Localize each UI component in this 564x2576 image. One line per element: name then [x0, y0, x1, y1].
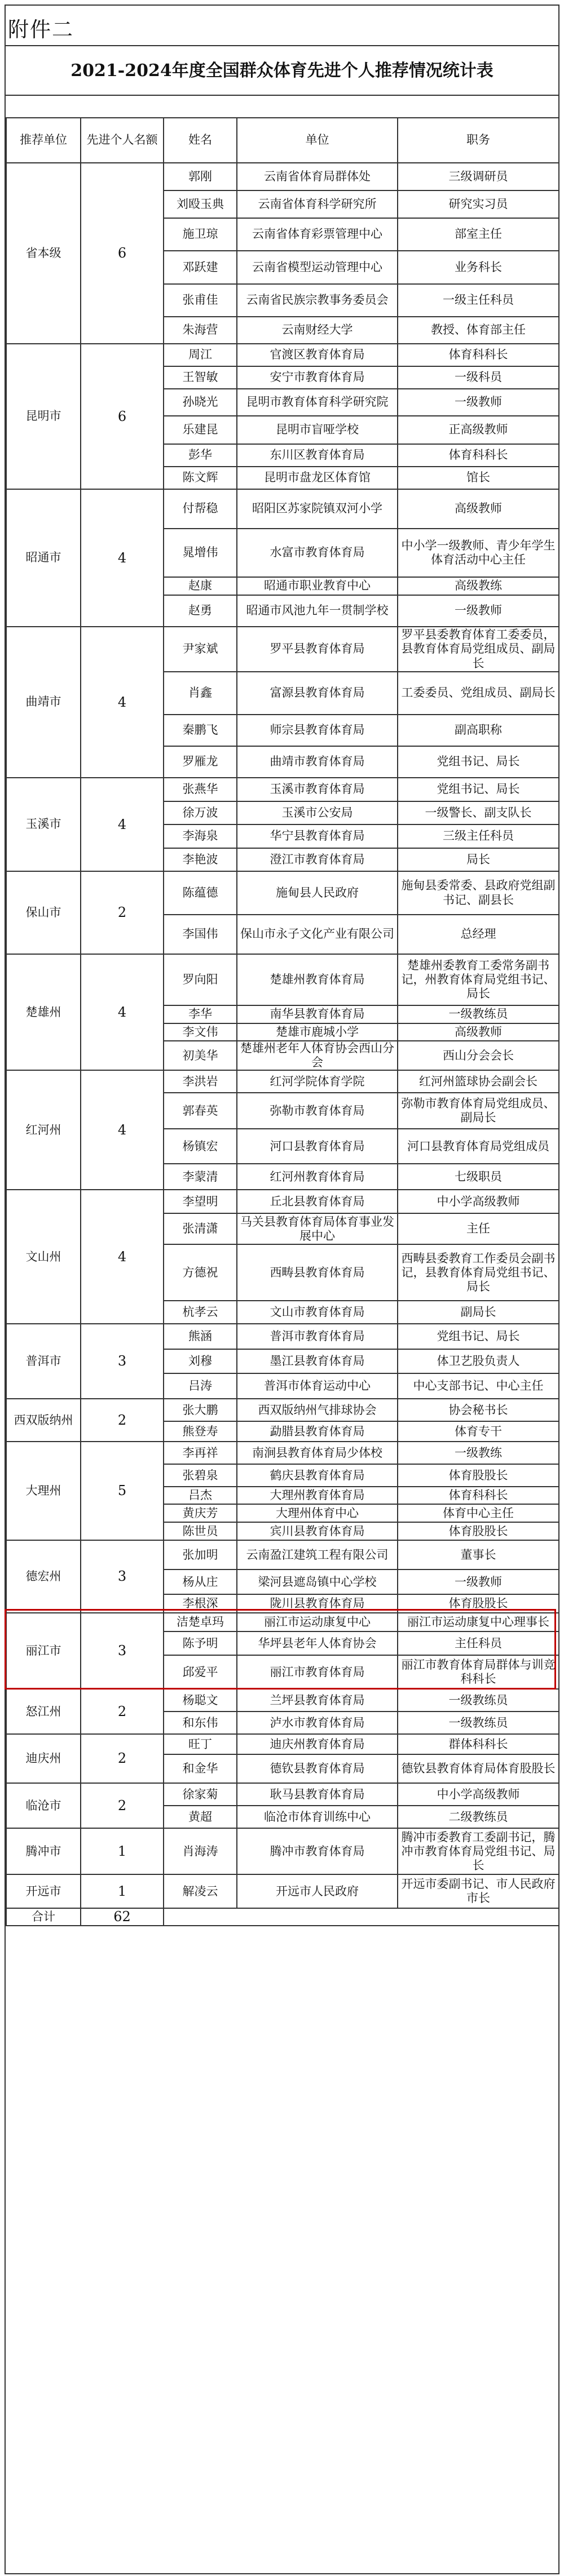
count-cell: 4	[81, 1190, 164, 1324]
org-cell: 红河学院体育学院	[237, 1070, 398, 1093]
table-row	[6, 1324, 559, 1349]
org-cell: 文山市教育体育局	[237, 1301, 398, 1324]
count-cell: 4	[81, 954, 164, 1070]
count-cell: 2	[81, 871, 164, 954]
total-empty-cell	[164, 1908, 559, 1926]
org-cell: 德钦县教育体育局	[237, 1754, 398, 1783]
position-cell: 体育专干	[398, 1421, 559, 1442]
attachment-label: 附件二	[8, 17, 74, 42]
name-cell: 李再祥	[164, 1442, 237, 1464]
org-cell: 红河州教育体育局	[237, 1164, 398, 1190]
org-cell: 开远市人民政府	[237, 1874, 398, 1908]
table-row	[6, 1734, 559, 1754]
name-cell: 付帮稳	[164, 489, 237, 529]
name-cell: 施卫琼	[164, 218, 237, 251]
org-cell: 昆明市教育体育科学研究院	[237, 389, 398, 416]
org-cell: 华坪县老年人体育协会	[237, 1631, 398, 1655]
position-cell: 一级教师	[398, 389, 559, 416]
table-row	[6, 1874, 559, 1908]
name-cell: 李蒙清	[164, 1164, 237, 1190]
unit-cell: 楚雄州	[6, 954, 81, 1070]
org-cell: 普洱市教育体育局	[237, 1324, 398, 1349]
position-cell: 工委委员、党组成员、副局长	[398, 672, 559, 715]
name-cell: 张清潇	[164, 1213, 237, 1244]
position-cell: 馆长	[398, 467, 559, 489]
name-cell: 赵康	[164, 577, 237, 595]
org-cell: 西畴县教育体育局	[237, 1244, 398, 1301]
org-cell: 云南省体育局群体处	[237, 163, 398, 190]
org-cell: 西双版纳州气排球协会	[237, 1399, 398, 1421]
name-cell: 黄超	[164, 1806, 237, 1828]
name-cell: 肖鑫	[164, 672, 237, 715]
name-cell: 邓跃建	[164, 251, 237, 284]
position-cell: 业务科长	[398, 251, 559, 284]
table-row	[6, 1442, 559, 1464]
position-cell: 丽江市运动康复中心理事长	[398, 1613, 559, 1631]
name-cell: 熊涵	[164, 1324, 237, 1349]
position-cell: 中心支部书记、中心主任	[398, 1373, 559, 1399]
position-cell: 体育中心主任	[398, 1504, 559, 1522]
org-cell: 云南省模型运动管理中心	[237, 251, 398, 284]
table-row	[6, 1540, 559, 1569]
org-cell: 澄江市教育体育局	[237, 848, 398, 871]
name-cell: 张加明	[164, 1540, 237, 1569]
unit-cell: 曲靖市	[6, 627, 81, 778]
name-cell: 陈予明	[164, 1631, 237, 1655]
position-cell: 体卫艺股负责人	[398, 1349, 559, 1373]
name-cell: 刘穆	[164, 1349, 237, 1373]
name-cell: 李文伟	[164, 1023, 237, 1041]
position-cell: 党组书记、局长	[398, 778, 559, 801]
org-cell: 云南财经大学	[237, 317, 398, 344]
position-cell: 研究实习员	[398, 190, 559, 218]
position-cell: 体育股股长	[398, 1464, 559, 1487]
org-cell: 曲靖市教育体育局	[237, 746, 398, 778]
org-cell: 安宁市教育体育局	[237, 366, 398, 389]
org-cell: 梁河县遮岛镇中心学校	[237, 1569, 398, 1594]
position-cell: 中小学一级教师、青少年学生体育活动中心主任	[398, 529, 559, 577]
name-cell: 张大鹏	[164, 1399, 237, 1421]
name-cell: 孙晓光	[164, 389, 237, 416]
unit-cell: 腾冲市	[6, 1828, 81, 1874]
unit-cell: 保山市	[6, 871, 81, 954]
table-row	[6, 1783, 559, 1806]
unit-cell: 普洱市	[6, 1324, 81, 1399]
name-cell: 晁增伟	[164, 529, 237, 577]
position-cell: 群体科科长	[398, 1734, 559, 1754]
header-count: 先进个人名额	[81, 118, 164, 163]
header-unit: 推荐单位	[6, 118, 81, 163]
table-row	[6, 1613, 559, 1631]
count-cell: 2	[81, 1734, 164, 1783]
org-cell: 昭通市风池九年一贯制学校	[237, 595, 398, 627]
org-cell: 官渡区教育体育局	[237, 344, 398, 366]
position-cell: 总经理	[398, 915, 559, 954]
position-cell: 高级教练	[398, 577, 559, 595]
name-cell: 杭孝云	[164, 1301, 237, 1324]
count-cell: 3	[81, 1540, 164, 1613]
table-row	[6, 1828, 559, 1874]
org-cell: 玉溪市公安局	[237, 801, 398, 824]
org-cell: 宾川县教育体育局	[237, 1522, 398, 1540]
unit-cell: 昭通市	[6, 489, 81, 627]
table-row	[6, 1190, 559, 1213]
org-cell: 师宗县教育体育局	[237, 715, 398, 746]
name-cell: 罗向阳	[164, 954, 237, 1005]
unit-cell: 省本级	[6, 163, 81, 344]
count-cell: 6	[81, 163, 164, 344]
position-cell: 西山分会会长	[398, 1041, 559, 1070]
name-cell: 陈蕴德	[164, 871, 237, 915]
name-cell: 陈文辉	[164, 467, 237, 489]
position-cell: 部室主任	[398, 218, 559, 251]
name-cell: 洁楚卓玛	[164, 1613, 237, 1631]
org-cell: 弥勒市教育体育局	[237, 1093, 398, 1129]
name-cell: 熊登寿	[164, 1421, 237, 1442]
position-cell: 楚雄州委教育工委常务副书记，州教育体育局党组书记、局长	[398, 954, 559, 1005]
unit-cell: 丽江市	[6, 1613, 81, 1689]
name-cell: 徐万波	[164, 801, 237, 824]
org-cell: 丘北县教育体育局	[237, 1190, 398, 1213]
name-cell: 旺丁	[164, 1734, 237, 1754]
org-cell: 施甸县人民政府	[237, 871, 398, 915]
count-cell: 4	[81, 1070, 164, 1190]
recommendation-table	[6, 117, 559, 1926]
position-cell: 主任	[398, 1213, 559, 1244]
org-cell: 昆明市盲哑学校	[237, 416, 398, 444]
name-cell: 陈世员	[164, 1522, 237, 1540]
position-cell: 董事长	[398, 1540, 559, 1569]
position-cell: 红河州篮球协会副会长	[398, 1070, 559, 1093]
name-cell: 周江	[164, 344, 237, 366]
org-cell: 临沧市体育训练中心	[237, 1806, 398, 1828]
table-row	[6, 489, 559, 529]
unit-cell: 昆明市	[6, 344, 81, 489]
org-cell: 普洱市体育运动中心	[237, 1373, 398, 1399]
position-cell: 教授、体育部主任	[398, 317, 559, 344]
total-label: 合计	[6, 1908, 81, 1926]
position-cell: 中小学高级教师	[398, 1783, 559, 1806]
name-cell: 李根深	[164, 1594, 237, 1613]
unit-cell: 文山州	[6, 1190, 81, 1324]
position-cell: 一级教练员	[398, 1689, 559, 1712]
name-cell: 杨镇宏	[164, 1129, 237, 1164]
name-cell: 解凌云	[164, 1874, 237, 1908]
table-row	[6, 344, 559, 366]
table-row	[6, 1070, 559, 1093]
org-cell: 马关县教育体育局体育事业发展中心	[237, 1213, 398, 1244]
count-cell: 3	[81, 1613, 164, 1689]
name-cell: 张燕华	[164, 778, 237, 801]
unit-cell: 西双版纳州	[6, 1399, 81, 1442]
position-cell: 一级教练员	[398, 1005, 559, 1023]
name-cell: 李洪岩	[164, 1070, 237, 1093]
position-cell: 中小学高级教师	[398, 1190, 559, 1213]
table-row	[6, 954, 559, 1005]
name-cell: 彭华	[164, 444, 237, 467]
count-cell: 2	[81, 1399, 164, 1442]
position-cell: 三级主任科员	[398, 824, 559, 848]
org-cell: 南涧县教育体育局少体校	[237, 1442, 398, 1464]
position-cell: 协会秘书长	[398, 1399, 559, 1421]
unit-cell: 德宏州	[6, 1540, 81, 1613]
name-cell: 初美华	[164, 1041, 237, 1070]
page-title: 2021-2024年度全国群众体育先进个人推荐情况统计表	[70, 61, 493, 81]
header-name: 姓名	[164, 118, 237, 163]
org-cell: 华宁县教育体育局	[237, 824, 398, 848]
org-cell: 泸水市教育体育局	[237, 1712, 398, 1734]
count-cell: 4	[81, 489, 164, 627]
unit-cell: 开远市	[6, 1874, 81, 1908]
unit-cell: 迪庆州	[6, 1734, 81, 1783]
name-cell: 方德祝	[164, 1244, 237, 1301]
position-cell: 腾冲市委教育工委副书记，腾冲市教育体育局党组书记、局长	[398, 1828, 559, 1874]
org-cell: 鹤庆县教育体育局	[237, 1464, 398, 1487]
name-cell: 和东伟	[164, 1712, 237, 1734]
org-cell: 陇川县教育体育局	[237, 1594, 398, 1613]
name-cell: 李华	[164, 1005, 237, 1023]
name-cell: 刘殴玉典	[164, 190, 237, 218]
position-cell: 体育科科长	[398, 1487, 559, 1504]
org-cell: 兰坪县教育体育局	[237, 1689, 398, 1712]
header-position: 职务	[398, 118, 559, 163]
name-cell: 郭刚	[164, 163, 237, 190]
org-cell: 昆明市盘龙区体育馆	[237, 467, 398, 489]
name-cell: 赵勇	[164, 595, 237, 627]
org-cell: 腾冲市教育体育局	[237, 1828, 398, 1874]
position-cell: 河口县教育体育局党组成员	[398, 1129, 559, 1164]
org-cell: 耿马县教育体育局	[237, 1783, 398, 1806]
name-cell: 张甫佳	[164, 284, 237, 317]
name-cell: 郭春英	[164, 1093, 237, 1129]
org-cell: 水富市教育体育局	[237, 529, 398, 577]
name-cell: 乐建昆	[164, 416, 237, 444]
name-cell: 李艳波	[164, 848, 237, 871]
position-cell: 一级教师	[398, 595, 559, 627]
org-cell: 丽江市运动康复中心	[237, 1613, 398, 1631]
position-cell: 高级教师	[398, 1023, 559, 1041]
position-cell: 高级教师	[398, 489, 559, 529]
position-cell: 党组书记、局长	[398, 746, 559, 778]
count-cell: 6	[81, 344, 164, 489]
position-cell: 开远市委副书记、市人民政府市长	[398, 1874, 559, 1908]
unit-cell: 大理州	[6, 1442, 81, 1540]
position-cell: 正高级教师	[398, 416, 559, 444]
count-cell: 2	[81, 1689, 164, 1734]
org-cell: 玉溪市教育体育局	[237, 778, 398, 801]
position-cell: 七级职员	[398, 1164, 559, 1190]
unit-cell: 怒江州	[6, 1689, 81, 1734]
org-cell: 楚雄州教育体育局	[237, 954, 398, 1005]
position-cell: 副高职称	[398, 715, 559, 746]
position-cell: 体育科科长	[398, 344, 559, 366]
name-cell: 吕涛	[164, 1373, 237, 1399]
name-cell: 李国伟	[164, 915, 237, 954]
position-cell: 体育股股长	[398, 1522, 559, 1540]
position-cell: 副局长	[398, 1301, 559, 1324]
name-cell: 和金华	[164, 1754, 237, 1783]
org-cell: 楚雄州老年人体育协会西山分会	[237, 1041, 398, 1070]
org-cell: 云南省体育科学研究所	[237, 190, 398, 218]
name-cell: 尹家斌	[164, 627, 237, 672]
position-cell: 罗平县委教育体育工委委员，县教育体育局党组成员、副局长	[398, 627, 559, 672]
org-cell: 大理州体育中心	[237, 1504, 398, 1522]
name-cell: 杨聪文	[164, 1689, 237, 1712]
name-cell: 肖海涛	[164, 1828, 237, 1874]
count-cell: 4	[81, 778, 164, 871]
title-divider	[5, 95, 559, 96]
org-cell: 迪庆州教育体育局	[237, 1734, 398, 1754]
count-cell: 3	[81, 1324, 164, 1399]
name-cell: 李望明	[164, 1190, 237, 1213]
org-cell: 丽江市教育体育局	[237, 1655, 398, 1689]
count-cell: 2	[81, 1783, 164, 1828]
position-cell: 一级教师	[398, 1569, 559, 1594]
org-cell: 云南省体育彩票管理中心	[237, 218, 398, 251]
org-cell: 云南盈江建筑工程有限公司	[237, 1540, 398, 1569]
unit-cell: 临沧市	[6, 1783, 81, 1828]
count-cell: 1	[81, 1874, 164, 1908]
count-cell: 1	[81, 1828, 164, 1874]
org-cell: 楚雄市鹿城小学	[237, 1023, 398, 1041]
table-row	[6, 1399, 559, 1421]
position-cell: 体育股股长	[398, 1594, 559, 1613]
count-cell: 4	[81, 627, 164, 778]
position-cell: 二级教练员	[398, 1806, 559, 1828]
table-header-row	[6, 118, 559, 163]
org-cell: 富源县教育体育局	[237, 672, 398, 715]
name-cell: 张碧泉	[164, 1464, 237, 1487]
table-row	[6, 871, 559, 915]
header-divider	[5, 45, 559, 46]
org-cell: 墨江县教育体育局	[237, 1349, 398, 1373]
position-cell: 一级主任科员	[398, 284, 559, 317]
unit-cell: 玉溪市	[6, 778, 81, 871]
position-cell: 党组书记、局长	[398, 1324, 559, 1349]
name-cell: 秦鹏飞	[164, 715, 237, 746]
position-cell: 丽江市教育体育局群体与训竞科科长	[398, 1655, 559, 1689]
name-cell: 黄庆芳	[164, 1504, 237, 1522]
position-cell: 一级教练员	[398, 1712, 559, 1734]
total-value: 62	[81, 1908, 164, 1926]
org-cell: 昭通市职业教育中心	[237, 577, 398, 595]
org-cell: 勐腊县教育体育局	[237, 1421, 398, 1442]
position-cell: 三级调研员	[398, 163, 559, 190]
table-row	[6, 163, 559, 190]
name-cell: 王智敏	[164, 366, 237, 389]
position-cell: 西畴县委教育工作委员会副书记，县教育体育局党组书记、局长	[398, 1244, 559, 1301]
position-cell: 体育科科长	[398, 444, 559, 467]
name-cell: 吕杰	[164, 1487, 237, 1504]
name-cell: 罗雁龙	[164, 746, 237, 778]
name-cell: 朱海营	[164, 317, 237, 344]
position-cell: 弥勒市教育体育局党组成员、副局长	[398, 1093, 559, 1129]
org-cell: 保山市永子文化产业有限公司	[237, 915, 398, 954]
count-cell: 5	[81, 1442, 164, 1540]
name-cell: 杨从庄	[164, 1569, 237, 1594]
org-cell: 云南省民族宗教事务委员会	[237, 284, 398, 317]
name-cell: 徐家菊	[164, 1783, 237, 1806]
position-cell: 德钦县教育体育局体育股股长	[398, 1754, 559, 1783]
org-cell: 大理州教育体育局	[237, 1487, 398, 1504]
total-row	[6, 1908, 559, 1926]
org-cell: 昭阳区苏家院镇双河小学	[237, 489, 398, 529]
table-row	[6, 627, 559, 672]
position-cell: 一级教练	[398, 1442, 559, 1464]
org-cell: 东川区教育体育局	[237, 444, 398, 467]
name-cell: 邱爱平	[164, 1655, 237, 1689]
position-cell: 主任科员	[398, 1631, 559, 1655]
position-cell: 一级科员	[398, 366, 559, 389]
table-row	[6, 778, 559, 801]
position-cell: 局长	[398, 848, 559, 871]
header-org: 单位	[237, 118, 398, 163]
position-cell: 施甸县委常委、县政府党组副书记、副县长	[398, 871, 559, 915]
name-cell: 李海泉	[164, 824, 237, 848]
org-cell: 南华县教育体育局	[237, 1005, 398, 1023]
position-cell: 一级警长、副支队长	[398, 801, 559, 824]
org-cell: 罗平县教育体育局	[237, 627, 398, 672]
org-cell: 河口县教育体育局	[237, 1129, 398, 1164]
unit-cell: 红河州	[6, 1070, 81, 1190]
table-row	[6, 1689, 559, 1712]
